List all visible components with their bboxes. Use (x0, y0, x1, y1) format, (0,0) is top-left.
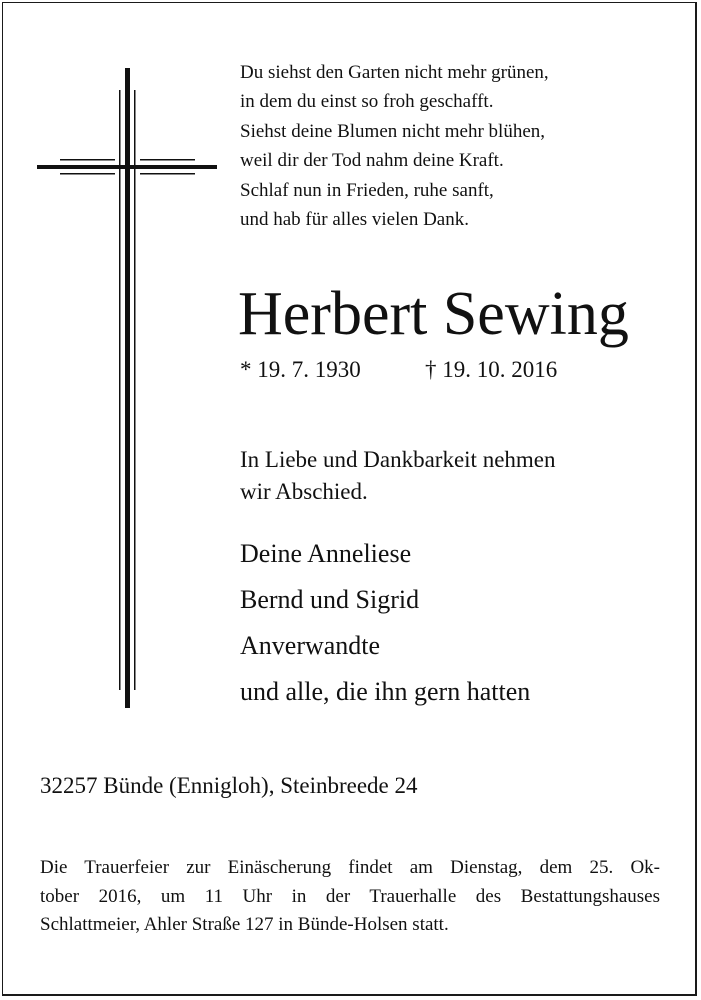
poem-line: und hab für alles vielen Dank. (240, 209, 469, 231)
mourner-entry: Deine Anneliese (240, 539, 412, 568)
birth-date: * 19. 7. 1930 (240, 357, 361, 382)
deceased-name: Herbert Sewing (238, 280, 629, 348)
farewell-line: wir Abschied. (240, 479, 368, 504)
mourner-entry: Bernd und Sigrid (240, 585, 420, 614)
poem-line: Siehst deine Blumen nicht mehr blühen, (240, 120, 546, 142)
family-address: 32257 Bünde (Ennigloh), Steinbreede 24 (40, 773, 418, 798)
farewell-message (240, 444, 660, 508)
notice-line: tober 2016, um 11 Uhr in der Trauerhalle des Bestattungshauses (40, 885, 660, 907)
poem-line: Schlaf nun in Frieden, ruhe sanft, (240, 179, 494, 201)
funeral-notice (40, 854, 660, 940)
notice-line: Schlattmeier, Ahler Straße 127 in Bünde-Holsen statt. (40, 914, 449, 935)
poem-line: in dem du einst so froh geschafft. (240, 91, 494, 113)
poem-line: weil dir der Tod nahm deine Kraft. (240, 150, 504, 172)
mourner-entry: Anverwandte (240, 631, 381, 660)
farewell-line: In Liebe und Dankbarkeit nehmen (240, 447, 556, 472)
poem-line: Du siehst den Garten nicht mehr grünen, (240, 62, 549, 83)
cross-icon (30, 68, 225, 708)
notice-line: Die Trauerfeier zur Einäscherung findet am Dienstag, dem 25. Ok- (40, 857, 660, 878)
mourner-entry: und alle, die ihn gern hatten (240, 677, 531, 706)
memorial-poem (240, 58, 660, 234)
mourners-list (240, 531, 680, 715)
life-dates (240, 355, 640, 385)
death-date: † 19. 10. 2016 (425, 357, 558, 382)
